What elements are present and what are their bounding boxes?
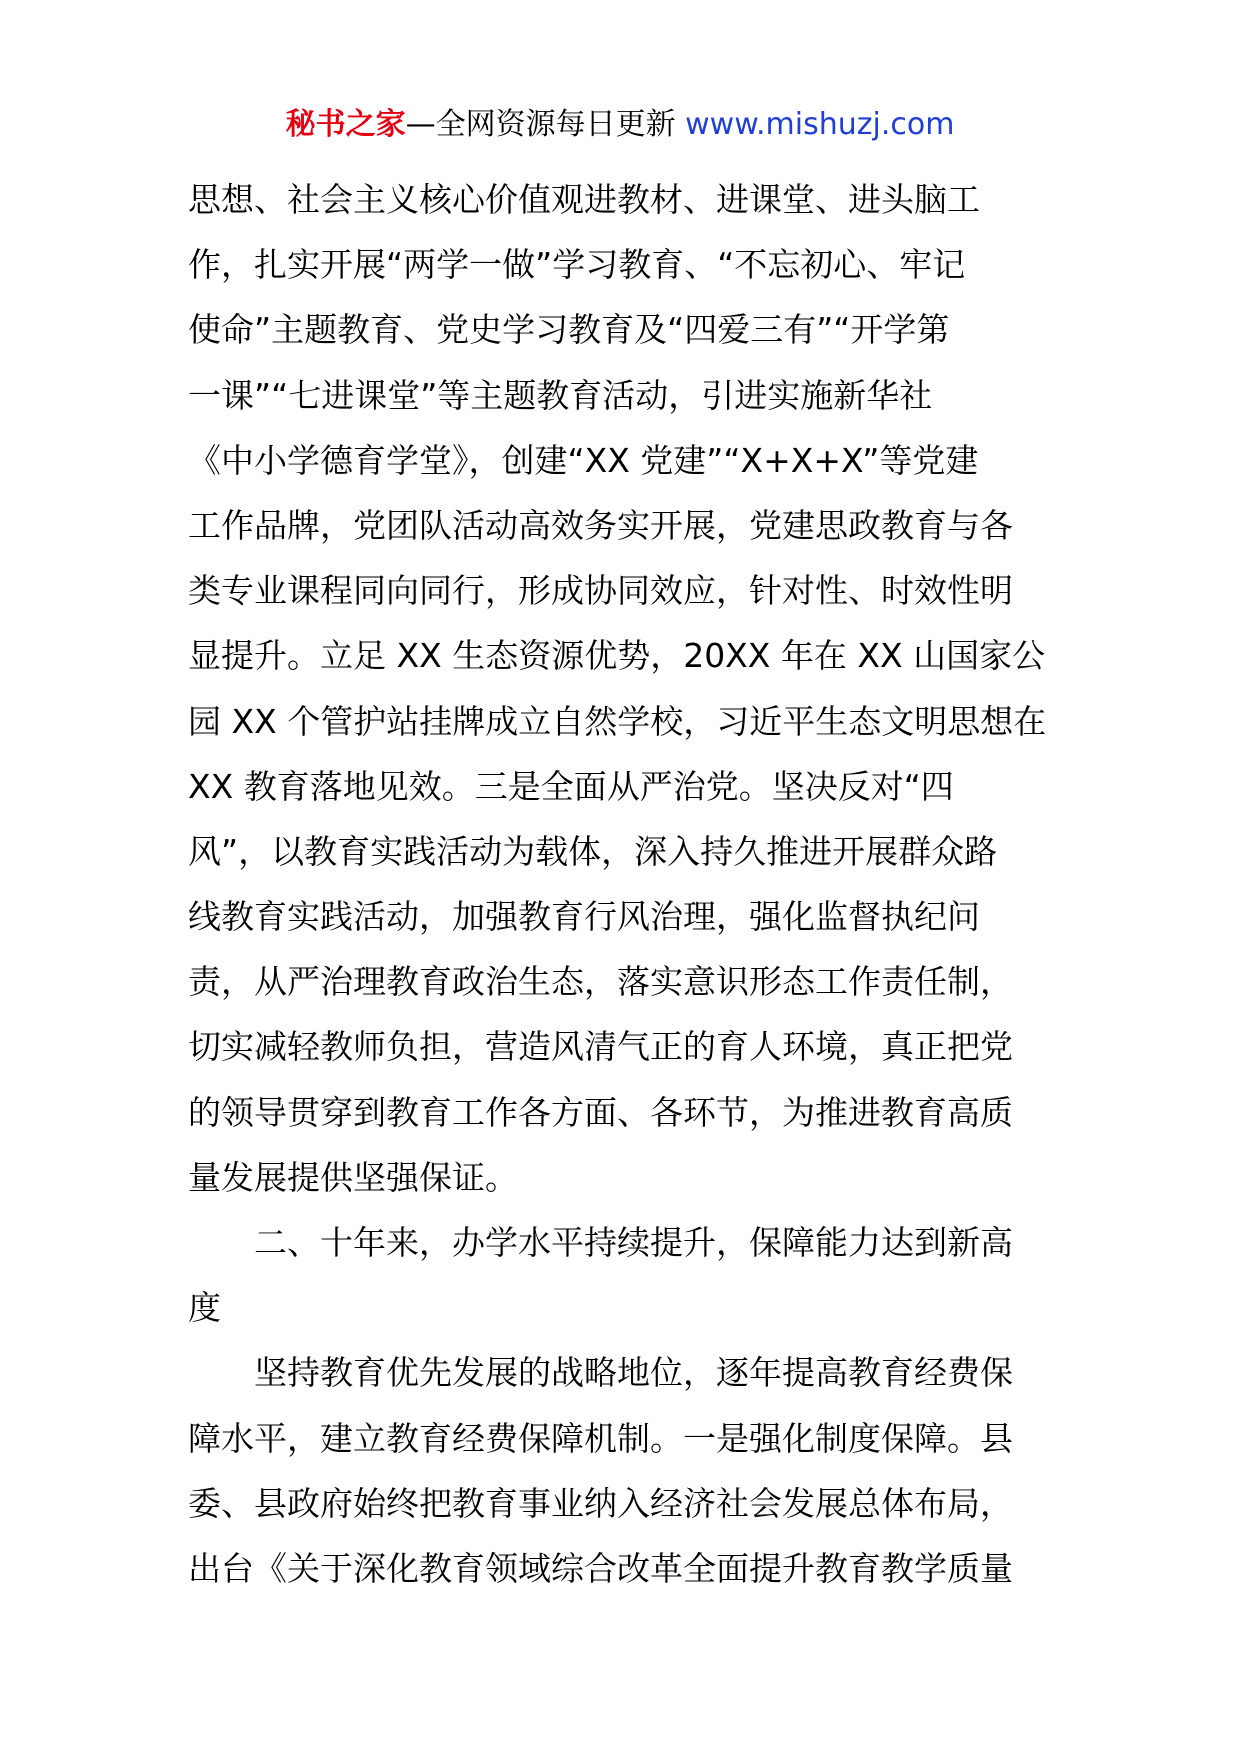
text-line: 线教育实践活动，加强教育行风治理，强化监督执纪问 — [188, 897, 980, 937]
text-line: XX 教育落地见效。三是全面从严治党。坚决反对“四 — [188, 766, 954, 806]
site-tagline: —全网资源每日更新 — [405, 107, 686, 142]
text-line: 显提升。立足 XX 生态资源优势，20XX 年在 XX 山国家公 — [188, 636, 1046, 676]
text-line: 《中小学德育学堂》，创建“XX 党建”“X+X+X”等党建 — [188, 440, 979, 480]
text-line: 责，从严治理教育政治生态，落实意识形态工作责任制， — [188, 962, 1013, 1002]
text-line: 出台《关于深化教育领域综合改革全面提升教育教学质量 — [188, 1548, 1013, 1588]
text-line: 工作品牌，党团队活动高效务实开展，党建思政教育与各 — [188, 505, 1013, 545]
text-line: 使命”主题教育、党史学习教育及“四爱三有”“开学第 — [188, 310, 950, 350]
text-line: 类专业课程同向同行，形成协同效应，针对性、时效性明 — [188, 571, 1013, 611]
text-line: 园 XX 个管护站挂牌成立自然学校，习近平生态文明思想在 — [188, 701, 1047, 741]
text-line: 切实减轻教师负担，营造风清气正的育人环境，真正把党 — [188, 1027, 1013, 1067]
site-brand: 秘书之家 — [285, 107, 406, 142]
section-heading-continued: 度 — [188, 1288, 221, 1328]
document-body — [188, 167, 1058, 1601]
paragraph-first-line: 坚持教育优先发展的战略地位，逐年提高教育经费保 — [254, 1353, 1013, 1393]
text-line: 风”，以教育实践活动为载体，深入持久推进开展群众路 — [188, 831, 998, 871]
section-heading: 二、十年来，办学水平持续提升，保障能力达到新高 — [254, 1223, 1013, 1262]
text-line: 作，扎实开展“两学一做”学习教育、“不忘初心、牢记 — [188, 245, 966, 285]
text-line: 委、县政府始终把教育事业纳入经济社会发展总体布局， — [188, 1483, 1013, 1523]
text-line: 的领导贯穿到教育工作各方面、各环节，为推进教育高质 — [188, 1092, 1013, 1132]
site-url-link[interactable]: www.mishuzj.com — [685, 107, 955, 142]
text-line: 一课”“七进课堂”等主题教育活动，引进实施新华社 — [188, 375, 933, 415]
text-line: 障水平，建立教育经费保障机制。一是强化制度保障。县 — [188, 1418, 1013, 1458]
page-header — [0, 103, 1240, 147]
text-line: 思想、社会主义核心价值观进教材、进课堂、进头脑工 — [188, 180, 980, 219]
text-line: 量发展提供坚强保证。 — [188, 1157, 518, 1197]
